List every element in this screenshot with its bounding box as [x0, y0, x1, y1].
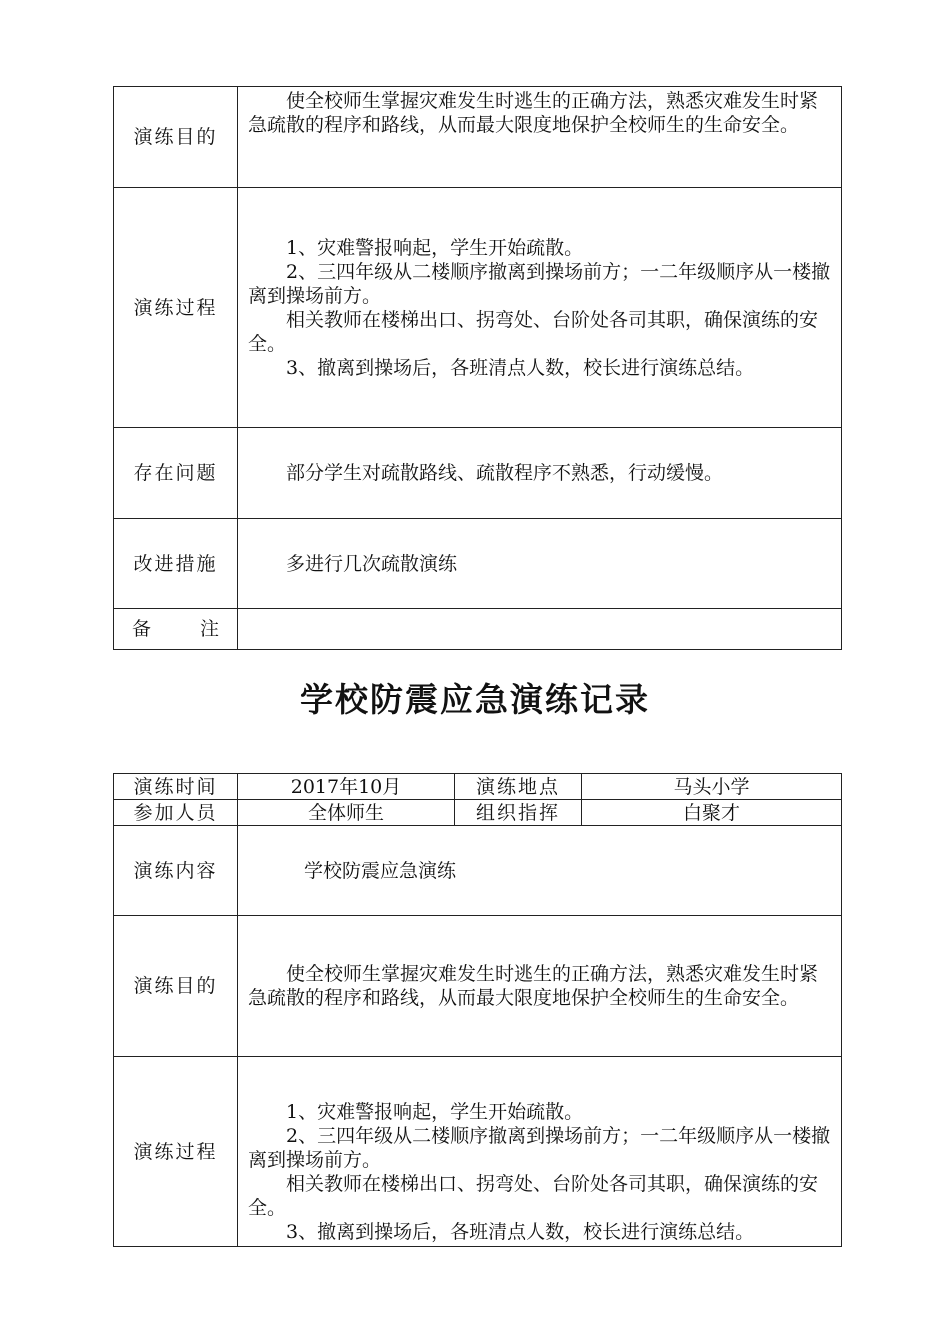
paragraph: 相关教师在楼梯出口、拐弯处、台阶处各司其职，确保演练的安全。 [248, 308, 819, 355]
process-content [238, 1057, 842, 1247]
drill-content [238, 826, 842, 916]
row-label: 演练过程 [114, 1057, 238, 1247]
paragraph: 学校防震应急演练 [304, 859, 457, 882]
paragraph: 相关教师在楼梯出口、拐弯处、台阶处各司其职，确保演练的安全。 [248, 1173, 819, 1219]
row-label: 演练目的 [114, 87, 238, 188]
remarks-char: 备 [132, 618, 152, 640]
remarks-char: 注 [199, 618, 219, 640]
improvements-row [114, 519, 842, 609]
drill-record-table-continued [113, 86, 842, 650]
problems-content [238, 428, 842, 519]
paragraph: 2、三四年级从二楼顺序撤离到操场前方；一二年级顺序从一楼撤离到操场前方。 [248, 1125, 831, 1171]
paragraph: 使全校师生掌握灾难发生时逃生的正确方法，熟悉灾难发生时紧急疏散的程序和路线，从而最大限度地保护全校师生的生命安全。 [248, 90, 819, 136]
place-value: 马头小学 [582, 774, 842, 800]
commander-value: 白聚才 [582, 800, 842, 826]
time-value: 2017年10月 [238, 774, 455, 800]
purpose-content [238, 87, 842, 188]
row-label: 演练内容 [114, 826, 238, 916]
header-row-participants [114, 800, 842, 826]
process-row [114, 1057, 842, 1247]
paragraph: 1、灾难警报响起，学生开始疏散。 [286, 1101, 584, 1123]
purpose-row [114, 916, 842, 1057]
paragraph: 多进行几次疏散演练 [286, 552, 458, 575]
remarks-label [114, 609, 238, 650]
paragraph: 3、撤离到操场后，各班清点人数，校长进行演练总结。 [286, 1221, 755, 1243]
process-content [238, 188, 842, 428]
remarks-content [238, 609, 842, 650]
page-title: 学校防震应急演练记录 [300, 680, 650, 719]
participants-label: 参加人员 [114, 800, 238, 826]
time-label: 演练时间 [114, 774, 238, 800]
row-label: 改进措施 [114, 519, 238, 609]
header-row-time [114, 774, 842, 800]
remarks-row [114, 609, 842, 650]
improvements-content [238, 519, 842, 609]
paragraph: 2、三四年级从二楼顺序撤离到操场前方；一二年级顺序从一楼撤离到操场前方。 [248, 260, 831, 307]
row-label: 演练过程 [114, 188, 238, 428]
process-row [114, 188, 842, 428]
paragraph: 使全校师生掌握灾难发生时逃生的正确方法，熟悉灾难发生时紧急疏散的程序和路线，从而最大限度地保护全校师生的生命安全。 [248, 963, 819, 1009]
row-label: 演练目的 [114, 916, 238, 1057]
problems-row [114, 428, 842, 519]
content-row [114, 826, 842, 916]
purpose-content [238, 916, 842, 1057]
paragraph: 3、撤离到操场后，各班清点人数，校长进行演练总结。 [286, 356, 755, 379]
drill-record-table [113, 773, 842, 1247]
participants-value: 全体师生 [238, 800, 455, 826]
paragraph: 部分学生对疏散路线、疏散程序不熟悉，行动缓慢。 [286, 462, 724, 484]
purpose-row [114, 87, 842, 188]
row-label: 存在问题 [114, 428, 238, 519]
commander-label: 组织指挥 [455, 800, 582, 826]
paragraph: 1、灾难警报响起，学生开始疏散。 [286, 236, 584, 259]
place-label: 演练地点 [455, 774, 582, 800]
